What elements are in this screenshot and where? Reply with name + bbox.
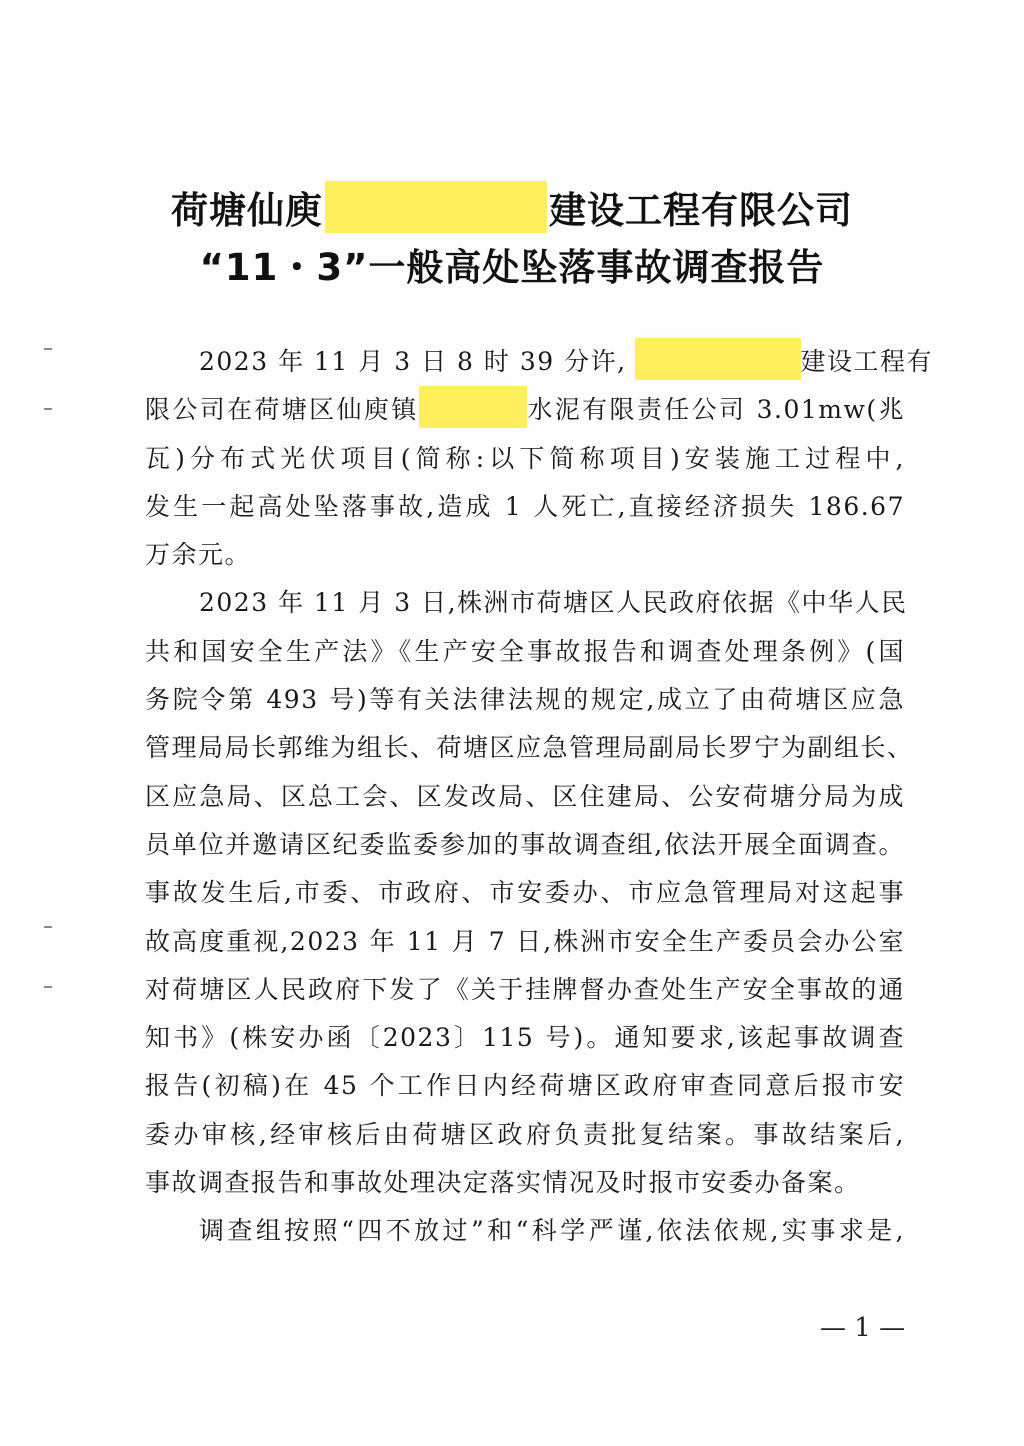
scan-mark [44, 986, 52, 988]
paragraph3-line1: 调查组按照“四不放过”和“科学严谨,依法依规,实事求是, [199, 1216, 905, 1246]
paragraph1-line5: 万余元。 [145, 540, 252, 570]
paragraph2-line: 员单位并邀请区纪委监委参加的事故调查组,依法开展全面调查。 [145, 829, 905, 859]
text-run: 2023 年 11 月 3 日 8 时 39 分许, [199, 347, 627, 376]
document-title-line1 [0, 180, 1024, 234]
text-run: 限公司在荷塘区仙庾镇 [145, 395, 419, 425]
scan-mark [44, 926, 52, 928]
paragraph2-line: 区应急局、区总工会、区发改局、区住建局、公安荷塘分局为成 [145, 781, 905, 811]
paragraph2-line: 委办审核,经审核后由荷塘区政府负责批复结案。事故结案后, [145, 1119, 905, 1149]
document-title-line2: “11・3”一般高处坠落事故调查报告 [199, 246, 825, 289]
title-company-prefix: 荷塘仙庾 [171, 189, 323, 232]
paragraph1-line4: 发生一起高处坠落事故,造成 1 人死亡,直接经济损失 186.67 [145, 491, 905, 521]
text-run: 水泥有限责任公司 3.01mw(兆 [526, 395, 905, 425]
text-run: 建设工程有 [800, 347, 934, 376]
paragraph2-line: 对荷塘区人民政府下发了《关于挂牌督办查处生产安全事故的通 [145, 974, 905, 1004]
paragraph1-line3: 瓦)分布式光伏项目(简称:以下简称项目)安装施工过程中, [145, 443, 905, 473]
page-number: — 1 — [820, 1313, 906, 1343]
paragraph2-line: 事故发生后,市委、市政府、市安委办、市应急管理局对这起事 [145, 878, 905, 908]
redaction-highlight [635, 338, 801, 380]
paragraph2-line: 共和国安全生产法》《生产安全事故报告和调查处理条例》(国 [145, 636, 905, 666]
scan-mark [44, 348, 52, 350]
redaction-highlight [325, 181, 547, 233]
paragraph2-line: 故高度重视,2023 年 11 月 7 日,株洲市安全生产委员会办公室 [145, 926, 905, 956]
title-company-suffix: 建设工程有限公司 [549, 189, 853, 232]
paragraph2-line: 务院令第 493 号)等有关法律法规的规定,成立了由荷塘区应急 [145, 685, 905, 715]
paragraph2-line: 事故调查报告和事故处理决定落实情况及时报市安委办备案。 [145, 1168, 861, 1198]
paragraph2-line: 知书》(株安办函〔2023〕115 号)。通知要求,该起事故调查 [145, 1023, 905, 1053]
paragraph2-line: 报告(初稿)在 45 个工作日内经荷塘区政府审查同意后报市安 [145, 1071, 905, 1101]
scan-mark [44, 408, 52, 410]
document-body [145, 338, 934, 1256]
paragraph1-line1 [145, 338, 934, 386]
paragraph2-line: 管理局局长郭维为组长、荷塘区应急管理局副局长罗宁为副组长、 [145, 733, 914, 763]
paragraph2-line: 2023 年 11 月 3 日,株洲市荷塘区人民政府依据《中华人民 [199, 588, 908, 618]
redaction-highlight [419, 386, 527, 428]
paragraph1-line2 [145, 386, 905, 434]
